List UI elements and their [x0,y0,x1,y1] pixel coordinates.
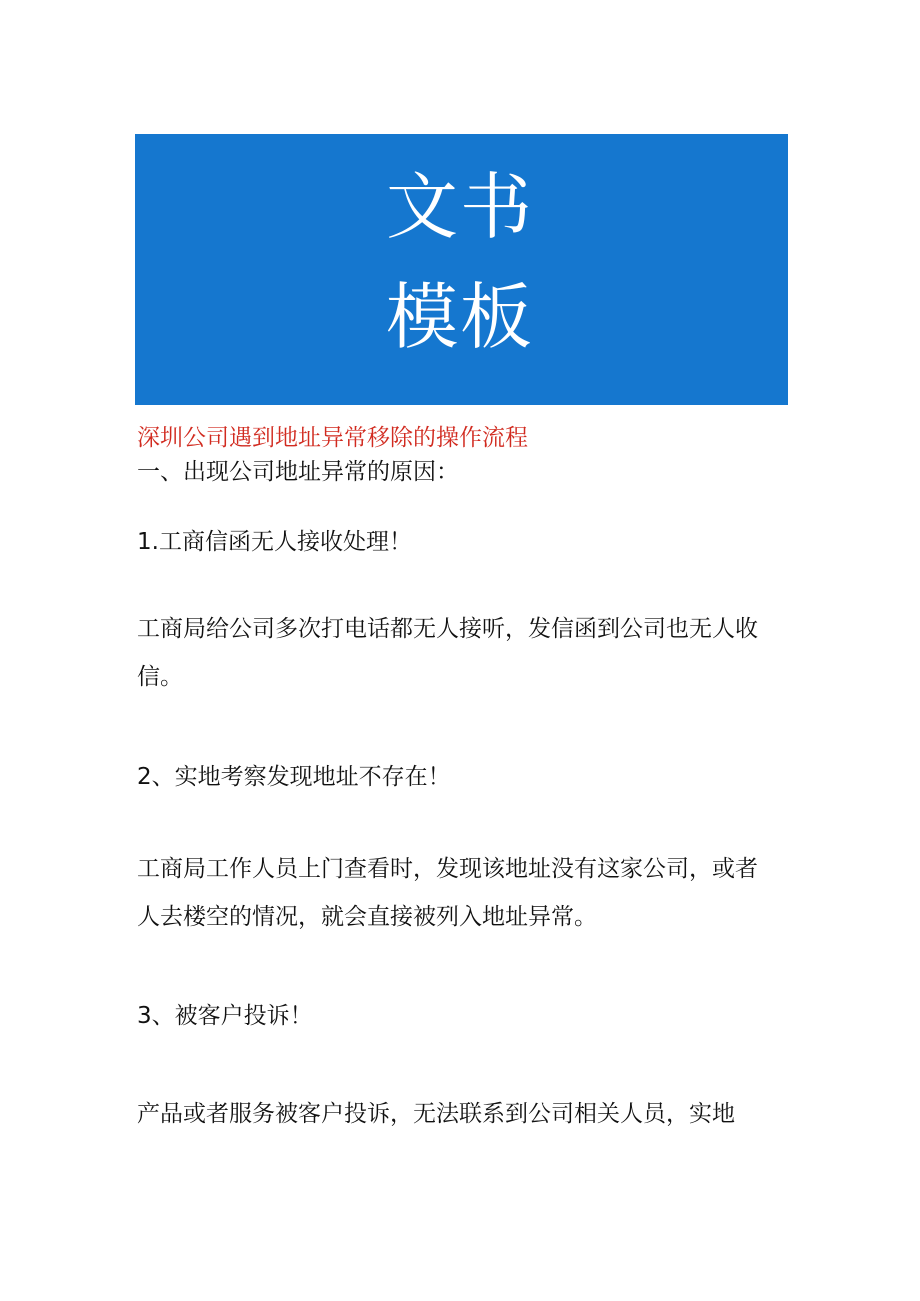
reason-3-heading: 3、被客户投诉！ [137,1003,313,1029]
document-title: 深圳公司遇到地址异常移除的操作流程 [137,425,528,451]
reason-3-body-line-1: 产品或者服务被客户投诉，无法联系到公司相关人员，实地 [137,1101,735,1127]
reason-2-body-line-1: 工商局工作人员上门查看时，发现该地址没有这家公司，或者 [137,856,758,882]
reason-2-body-line-2: 人去楼空的情况，就会直接被列入地址异常。 [137,904,597,930]
reason-2-heading: 2、实地考察发现地址不存在！ [137,764,451,790]
reason-1-body-line-2: 信。 [137,664,183,690]
reason-1-heading: 1.工商信函无人接收处理！ [137,529,412,555]
banner-title-line-1: 文书 [385,165,534,249]
reason-1-body-line-1: 工商局给公司多次打电话都无人接听，发信函到公司也无人收 [137,616,758,642]
section-heading-reasons: 一、出现公司地址异常的原因： [137,459,459,485]
banner-title-line-2: 模板 [385,275,534,359]
